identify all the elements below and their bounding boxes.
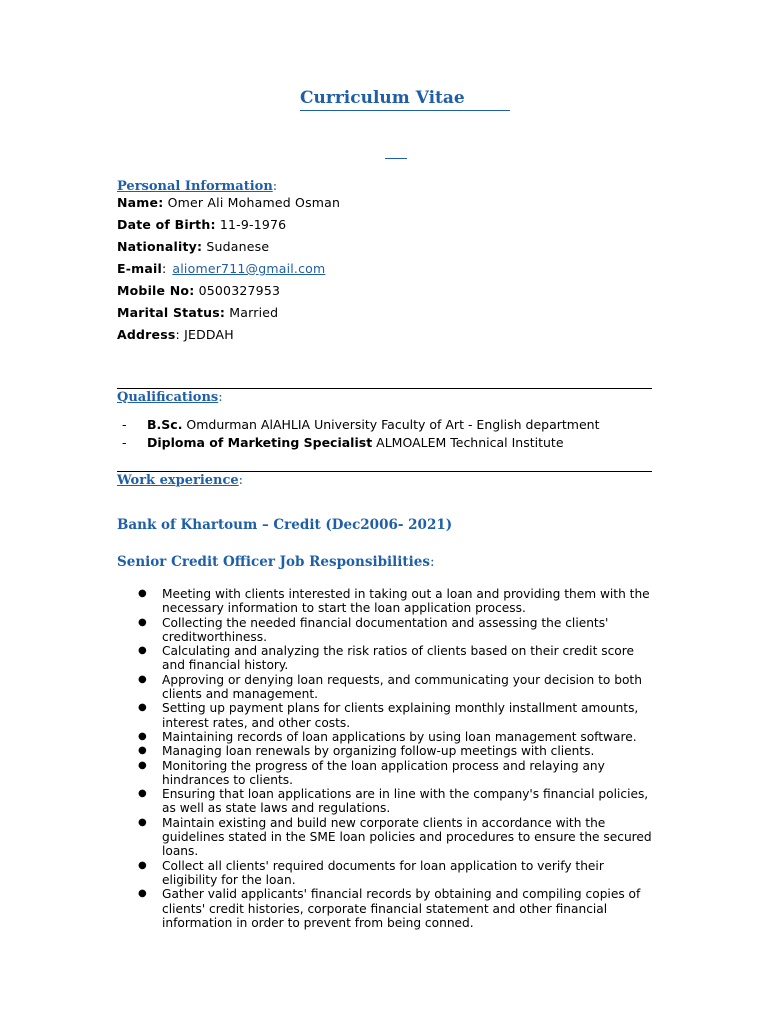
- bullet-icon: ●: [138, 588, 147, 599]
- dob-label: Date of Birth:: [117, 217, 216, 232]
- qualifications-heading: [117, 390, 223, 405]
- responsibility-item: [138, 673, 658, 702]
- bullet-icon: ●: [138, 673, 147, 685]
- role-heading-text: Senior Credit Officer Job Responsibilities: [117, 554, 430, 570]
- responsibility-text: Calculating and analyzing the risk ratios of clients based on their credit score and financial history.: [162, 644, 634, 673]
- personal-info-heading-text: Personal Information: [117, 179, 273, 194]
- responsibility-text: Collecting the needed financial documentation and assessing the clients' creditworthiness.: [162, 615, 609, 644]
- document-title: Curriculum Vitae: [300, 88, 510, 111]
- name-row: [117, 195, 657, 217]
- personal-info-heading-colon: :: [272, 179, 278, 194]
- bullet-icon: ●: [138, 859, 147, 871]
- section-divider: [117, 471, 652, 472]
- bullet-icon: ●: [138, 759, 147, 771]
- bullet-icon: ●: [138, 645, 147, 657]
- address-value: : JEDDAH: [175, 327, 234, 342]
- marital-value: Married: [225, 305, 279, 320]
- address-label: Address: [117, 327, 176, 342]
- qualification-bullet: -: [122, 435, 127, 450]
- responsibility-item: [138, 730, 658, 744]
- responsibility-text: Maintain existing and build new corporate clients in accordance with the guidelines stated in the SME loan policies and procedures to ensure the secured loans.: [162, 815, 652, 859]
- bullet-icon: ●: [138, 730, 147, 742]
- email-link[interactable]: aliomer711@gmail.com: [172, 261, 326, 276]
- responsibility-item: [138, 644, 658, 673]
- work-experience-heading-colon: :: [238, 473, 244, 488]
- personal-info: [117, 195, 657, 349]
- responsibility-text: Monitoring the progress of the loan application process and relaying any hindrances to clients.: [162, 758, 605, 787]
- responsibility-item: [138, 587, 658, 616]
- title-underline-mark: [385, 158, 407, 159]
- qualifications-heading-text: Qualifications: [117, 390, 219, 405]
- bullet-icon: ●: [138, 788, 147, 800]
- email-separator: :: [161, 261, 167, 276]
- nationality-label: Nationality:: [117, 239, 203, 254]
- work-experience-heading: [117, 473, 243, 488]
- marital-row: [117, 305, 657, 327]
- address-row: [117, 327, 657, 349]
- responsibility-item: [138, 616, 658, 645]
- bullet-icon: ●: [138, 702, 147, 714]
- qualification-degree: B.Sc.: [147, 417, 183, 432]
- qualification-degree: Diploma of Marketing Specialist: [147, 435, 373, 450]
- responsibility-text: Managing loan renewals by organizing follow-up meetings with clients.: [162, 744, 595, 759]
- bullet-icon: ●: [138, 616, 147, 628]
- responsibility-text: Collect all clients' required documents for loan application to verify their eligibility for the loan.: [162, 858, 604, 887]
- bullet-icon: ●: [138, 745, 147, 757]
- responsibility-text: Setting up payment plans for clients explaining monthly installment amounts, interest rates, and other costs.: [162, 701, 639, 730]
- responsibility-item: [138, 887, 658, 930]
- responsibility-text: Maintaining records of loan applications by using loan management software.: [162, 729, 637, 744]
- marital-label: Marital Status:: [117, 305, 226, 320]
- email-label: E-mail: [117, 261, 162, 276]
- nationality-value: Sudanese: [202, 239, 270, 254]
- responsibility-text: Approving or denying loan requests, and communicating your decision to both clients and management.: [162, 672, 642, 702]
- bullet-icon: ●: [138, 816, 147, 828]
- name-label: Name:: [117, 195, 164, 210]
- responsibility-item: [138, 787, 658, 816]
- section-divider: [117, 388, 652, 389]
- qualification-institution: Omdurman AlAHLIA University Faculty of Art - English department: [182, 417, 600, 432]
- dob-row: [117, 217, 657, 239]
- role-heading: [117, 554, 435, 570]
- qualifications-list: [122, 417, 662, 453]
- qualification-institution: ALMOALEM Technical Institute: [372, 435, 564, 450]
- responsibility-item: [138, 759, 658, 788]
- responsibility-item: [138, 859, 658, 888]
- mobile-value: 0500327953: [194, 283, 281, 298]
- mobile-label: Mobile No:: [117, 283, 195, 298]
- responsibility-item: [138, 744, 658, 758]
- responsibility-item: [138, 816, 658, 859]
- work-experience-heading-text: Work experience: [117, 473, 239, 488]
- responsibility-text: Ensuring that loan applications are in line with the company's financial policies, as well as state laws and regulations.: [162, 787, 649, 816]
- employer-line: Bank of Khartoum – Credit (Dec2006- 2021): [117, 517, 453, 533]
- qualification-item: [122, 435, 662, 453]
- bullet-icon: ●: [138, 888, 147, 900]
- responsibility-text: Gather valid applicants' financial records by obtaining and compiling copies of clients' credit histories, corporate financial statement and other financial information in order to prevent from being conned.: [162, 887, 641, 930]
- qualification-item: [122, 417, 662, 435]
- qualifications-heading-colon: :: [218, 390, 223, 405]
- name-value: Omer Ali Mohamed Osman: [163, 195, 341, 210]
- personal-info-heading: [117, 179, 277, 194]
- responsibility-text: Meeting with clients interested in taking out a loan and providing them with the necessary information to start the loan application process.: [162, 587, 650, 616]
- email-row: [117, 261, 657, 283]
- qualification-bullet: -: [122, 417, 127, 432]
- responsibilities-list: [138, 587, 658, 930]
- nationality-row: [117, 239, 657, 261]
- responsibility-item: [138, 701, 658, 730]
- mobile-row: [117, 283, 657, 305]
- dob-value: 11-9-1976: [215, 217, 287, 232]
- role-heading-colon: :: [429, 554, 435, 570]
